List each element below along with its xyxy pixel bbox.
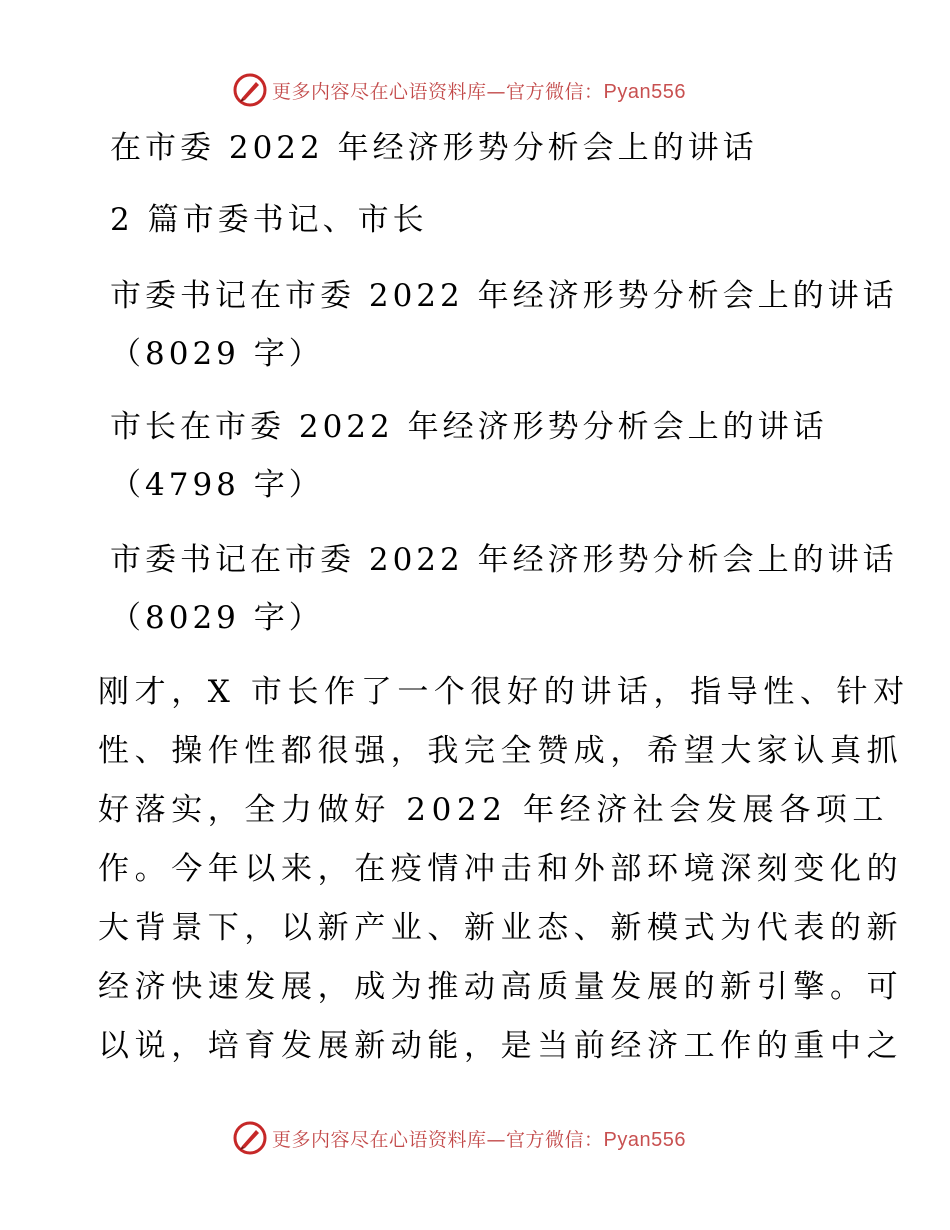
watermark-footer (232, 1118, 712, 1158)
pen-logo-icon (232, 1120, 268, 1156)
toc-entry-2-title: 市长在市委 2022 年经济形势分析会上的讲话 (110, 409, 828, 445)
toc-entry-2-count: （4798 字） (110, 467, 324, 503)
toc-entry-1-count: （8029 字） (110, 336, 324, 372)
paragraph-line: 性、操作性都很强，我完全赞成，希望大家认真抓 (98, 733, 904, 769)
pen-logo-icon (232, 72, 268, 108)
paragraph-line: 经济快速发展，成为推动高质量发展的新引擎。可 (98, 969, 904, 1005)
watermark-header (232, 70, 712, 110)
paragraph-line: 大背景下，以新产业、新业态、新模式为代表的新 (98, 910, 904, 946)
paragraph-line: 作。今年以来，在疫情冲击和外部环境深刻变化的 (98, 851, 904, 887)
paragraph-line: 以说，培育发展新动能，是当前经济工作的重中之 (98, 1028, 904, 1064)
watermark-wechat-id: Pyan556 (603, 80, 686, 103)
watermark-text: 更多内容尽在心语资料库—官方微信：Pyan556 (272, 1128, 686, 1151)
document-subtitle: 2 篇市委书记、市长 (110, 202, 428, 238)
section-heading: 市委书记在市委 2022 年经济形势分析会上的讲话 (110, 542, 898, 578)
section-heading-count: （8029 字） (110, 600, 324, 636)
paragraph-line: 好落实，全力做好 2022 年经济社会发展各项工 (98, 792, 889, 828)
paragraph-line: 刚才，X 市长作了一个很好的讲话，指导性、针对 (98, 674, 910, 710)
watermark-text: 更多内容尽在心语资料库—官方微信：Pyan556 (272, 80, 686, 103)
document-title: 在市委 2022 年经济形势分析会上的讲话 (110, 130, 758, 166)
toc-entry-1-title: 市委书记在市委 2022 年经济形势分析会上的讲话 (110, 278, 898, 314)
watermark-wechat-id: Pyan556 (603, 1128, 686, 1151)
